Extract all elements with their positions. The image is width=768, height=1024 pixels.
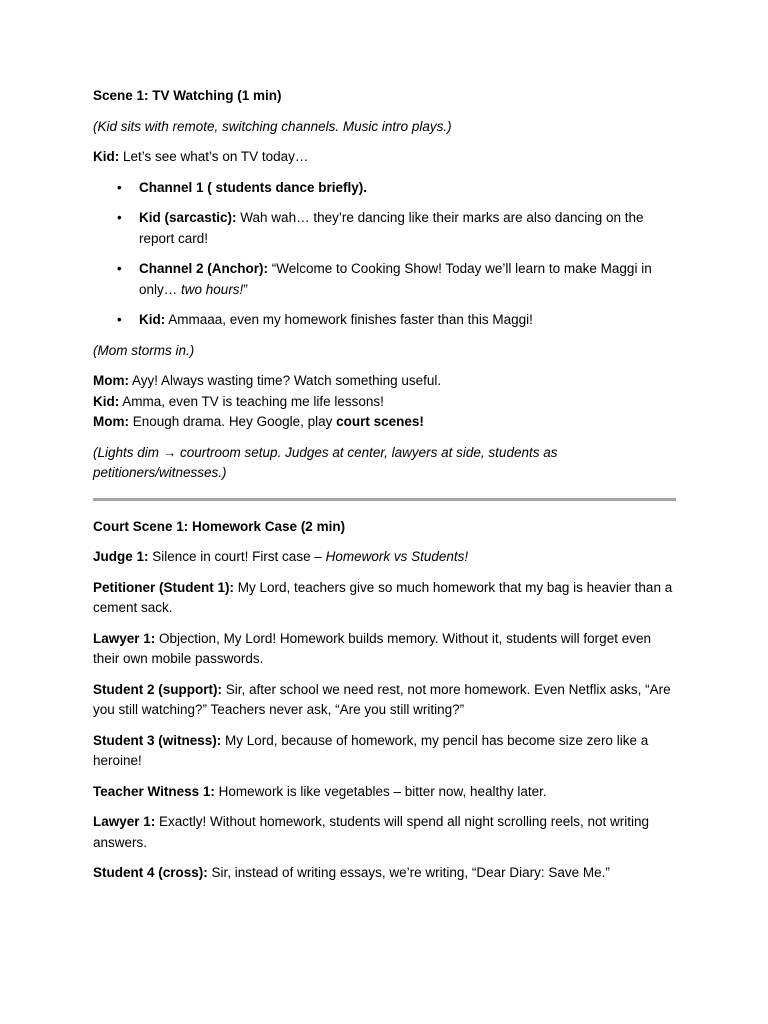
- court-scene-heading: Court Scene 1: Homework Case (2 min): [93, 518, 346, 534]
- bullet-item: • Channel 2 (Anchor): “Welcome to Cooking Show! Today we’ll learn to make Maggi in only… two hours!”: [117, 261, 652, 297]
- dialogue-line: Student 3 (witness): My Lord, because of homework, my pencil has become size zero like a heroine!: [93, 732, 649, 768]
- stage-direction-mom: (Mom storms in.): [93, 342, 195, 358]
- dialogue-line: Student 4 (cross): Sir, instead of writing essays, we’re writing, “Dear Diary: Save Me.”: [93, 865, 610, 880]
- bullet-item: • Kid: Ammaaa, even my homework finishes faster than this Maggi!: [93, 310, 676, 331]
- dialogue-line: Kid: Let’s see what’s on TV today…: [93, 149, 309, 164]
- dialogue-line: Kid: Amma, even TV is teaching me life lessons!: [93, 393, 384, 409]
- bullet-dot: •: [117, 179, 122, 195]
- dialogue-line: Lawyer 1: Exactly! Without homework, students will spend all night scrolling reels, not writing answers.: [93, 814, 649, 850]
- stage-direction-intro: (Kid sits with remote, switching channels. Music intro plays.): [93, 118, 452, 134]
- dialogue-line: Mom: Ayy! Always wasting time? Watch something useful.: [93, 373, 442, 388]
- bullet-dot: •: [117, 312, 122, 327]
- bullet-dot: •: [117, 261, 122, 276]
- mom-kid-exchange: [93, 371, 676, 433]
- channel-bullet-list: [93, 178, 676, 331]
- bullet-item: • Kid (sarcastic): Wah wah… they’re dancing like their marks are also dancing on the report card!: [117, 210, 644, 246]
- dialogue-line: Student 2 (support): Sir, after school we need rest, not more homework. Even Netflix asks, “Are you still watching?” Teachers never ask, “Are you still writing?”: [93, 681, 671, 717]
- dialogue-line: Judge 1: Silence in court! First case – Homework vs Students!: [93, 549, 469, 564]
- section-divider: [93, 498, 676, 501]
- dialogue-line: Mom: Enough drama. Hey Google, play court scenes!: [93, 414, 424, 429]
- dialogue-line: Petitioner (Student 1): My Lord, teachers give so much homework that my bag is heavier than a cement sack.: [93, 579, 673, 615]
- scene1-heading: Scene 1: TV Watching (1 min): [93, 88, 282, 103]
- dialogue-line: Teacher Witness 1: Homework is like vegetables – bitter now, healthy later.: [93, 783, 547, 799]
- dialogue-line: Lawyer 1: Objection, My Lord! Homework builds memory. Without it, students will forget even their own mobile passwords.: [93, 630, 651, 666]
- stage-direction-lights: (Lights dim → courtroom setup. Judges at center, lawyers at side, students as petitioners/witnesses.): [93, 444, 558, 480]
- bullet-dot: •: [117, 210, 122, 225]
- bullet-item: • Channel 1 ( students dance briefly).: [93, 178, 676, 199]
